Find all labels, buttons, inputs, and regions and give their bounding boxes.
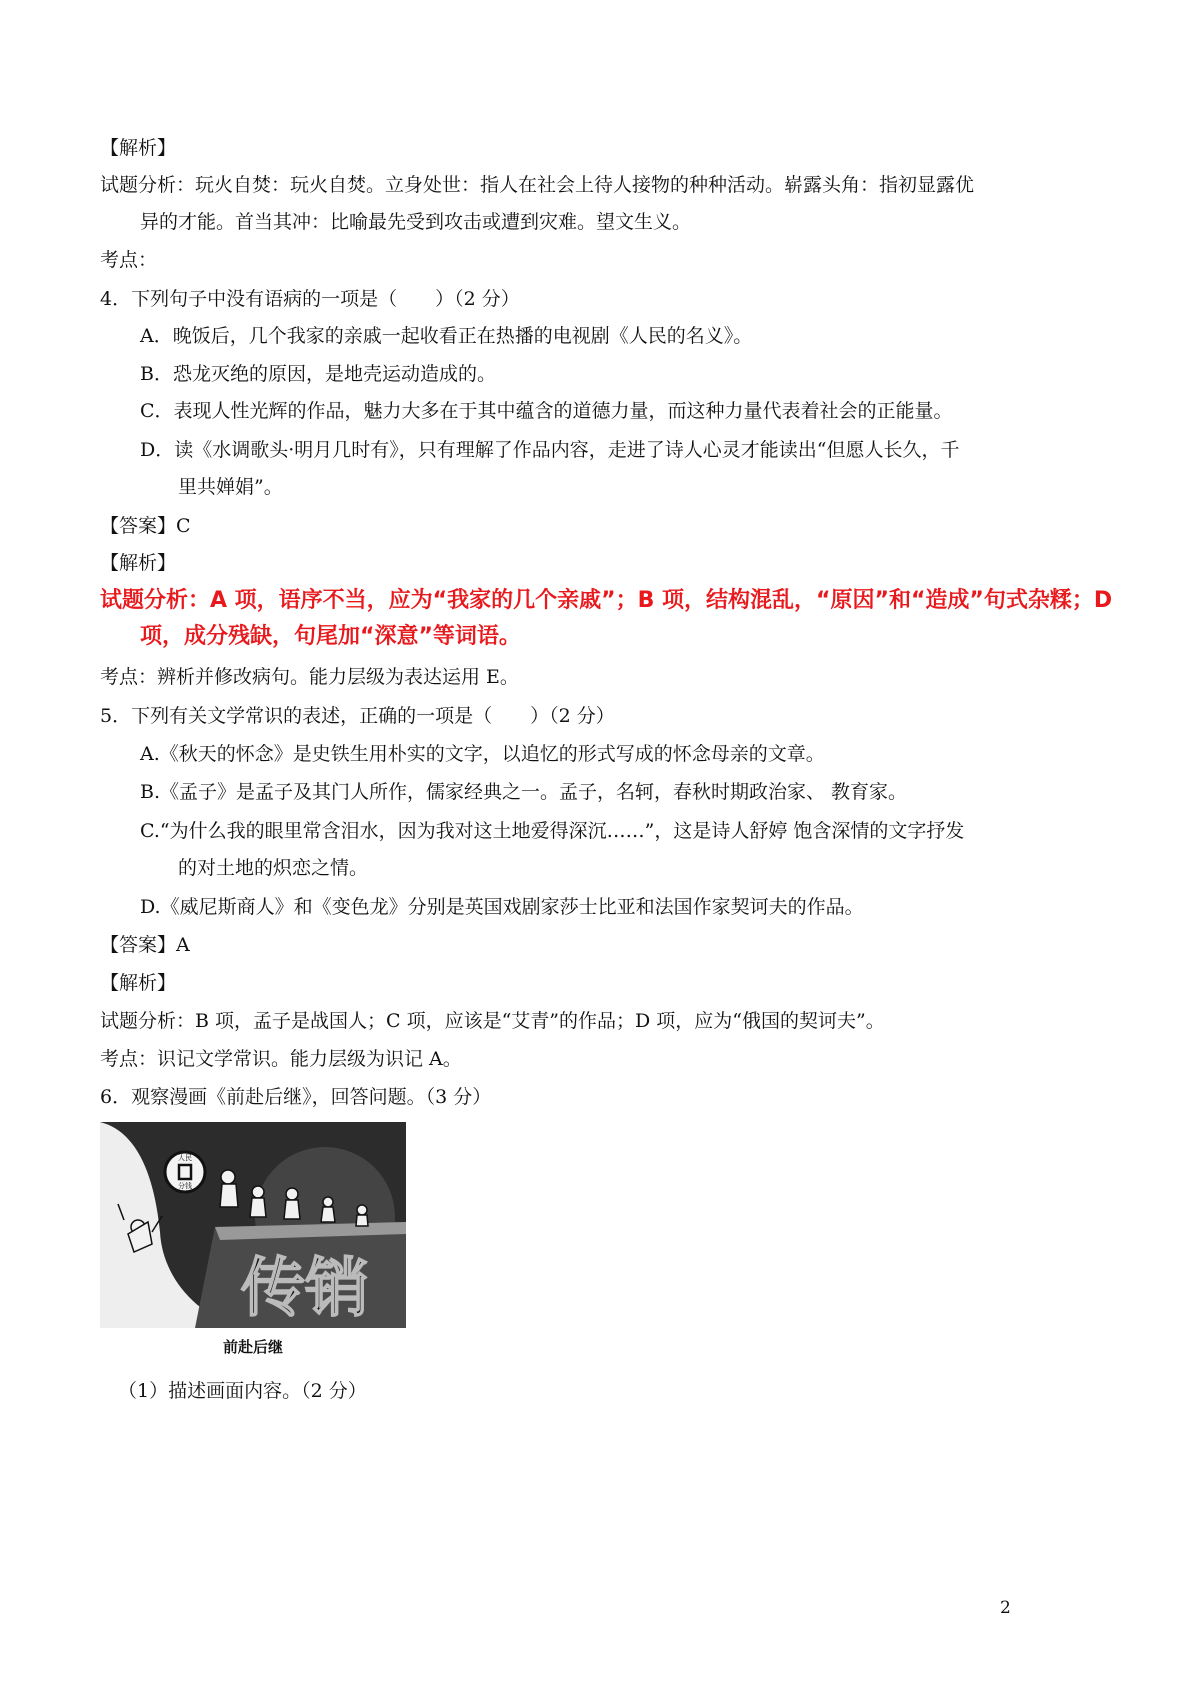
q4-analysis-text: 试题分析：A 项，语序不当，应为“我家的几个亲戚”；B 项，结构混乱，“原因”和“造成”句式杂糅；D (100, 588, 1113, 613)
cartoon-caption: 前赴后继 (222, 1338, 284, 1356)
q5-exam-point: 考点：识记文学常识。能力层级为识记 A。 (100, 1048, 462, 1070)
q5-answer: 【答案】A (100, 934, 190, 956)
q5-option-c-cont: 的对土地的炽恋之情。 (178, 857, 369, 879)
q4-option-c: C．表现人性光辉的作品，魅力大多在于其中蕴含的道德力量，而这种力量代表着社会的正能量。 (140, 400, 953, 422)
cliff-text: 传销 (241, 1252, 369, 1326)
q5-option-a: A.《秋天的怀念》是史铁生用朴实的文字，以追忆的形式写成的怀念母亲的文章。 (140, 743, 825, 765)
page-number: 2 (1000, 1598, 1011, 1618)
exam-point-label: 考点： (100, 249, 158, 271)
q5-option-b: B.《孟子》是孟子及其门人所作，儒家经典之一。孟子，名轲，春秋时期政治家、 教育家。 (140, 781, 908, 803)
q4-option-a: A．晚饭后，几个我家的亲戚一起收看正在热播的电视剧《人民的名义》。 (140, 325, 753, 347)
analysis-text-cont: 异的才能。首当其冲：比喻最先受到攻击或遭到灾难。望文生义。 (140, 211, 692, 233)
question-4: 4．下列句子中没有语病的一项是（ ）（2 分） (100, 288, 520, 310)
q4-option-d-cont: 里共婵娟”。 (178, 476, 283, 498)
analysis-heading: 【解析】 (100, 137, 177, 159)
q5-option-c: C.“为什么我的眼里常含泪水，因为我对这土地爱得深沉……”，这是诗人舒婷 饱含深情的文字抒发 (140, 820, 965, 842)
q5-option-d: D.《威尼斯商人》和《变色龙》分别是英国戏剧家莎士比亚和法国作家契诃夫的作品。 (140, 896, 864, 918)
q4-answer: 【答案】C (100, 515, 191, 537)
question-6: 6．观察漫画《前赴后继》，回答问题。（3 分） (100, 1086, 492, 1108)
coin-top-text: 人民 (178, 1154, 192, 1162)
coin-bottom-text: 分钱 (178, 1182, 192, 1190)
question-5: 5．下列有关文学常识的表述，正确的一项是（ ）（2 分） (100, 705, 615, 727)
cartoon-image (100, 1122, 406, 1362)
q4-exam-point: 考点：辨析并修改病句。能力层级为表达运用 E。 (100, 666, 519, 688)
question-6-sub-1: （1）描述画面内容。（2 分） (118, 1380, 367, 1402)
analysis-text: 试题分析：玩火自焚：玩火自焚。立身处世：指人在社会上待人接物的种种活动。崭露头角：指初显露优 (100, 174, 975, 196)
q4-option-b: B．恐龙灭绝的原因，是地壳运动造成的。 (140, 363, 496, 385)
q4-analysis-text-cont: 项，成分残缺，句尾加“深意”等词语。 (140, 624, 521, 649)
q4-analysis-heading: 【解析】 (100, 552, 177, 574)
q4-option-d: D．读《水调歌头·明月几时有》，只有理解了作品内容，走进了诗人心灵才能读出“但愿人长久，千 (140, 439, 960, 461)
q5-analysis-heading: 【解析】 (100, 972, 177, 994)
q5-analysis-text: 试题分析：B 项，孟子是战国人；C 项，应该是“艾青”的作品；D 项，应为“俄国的契诃夫”。 (100, 1010, 885, 1032)
